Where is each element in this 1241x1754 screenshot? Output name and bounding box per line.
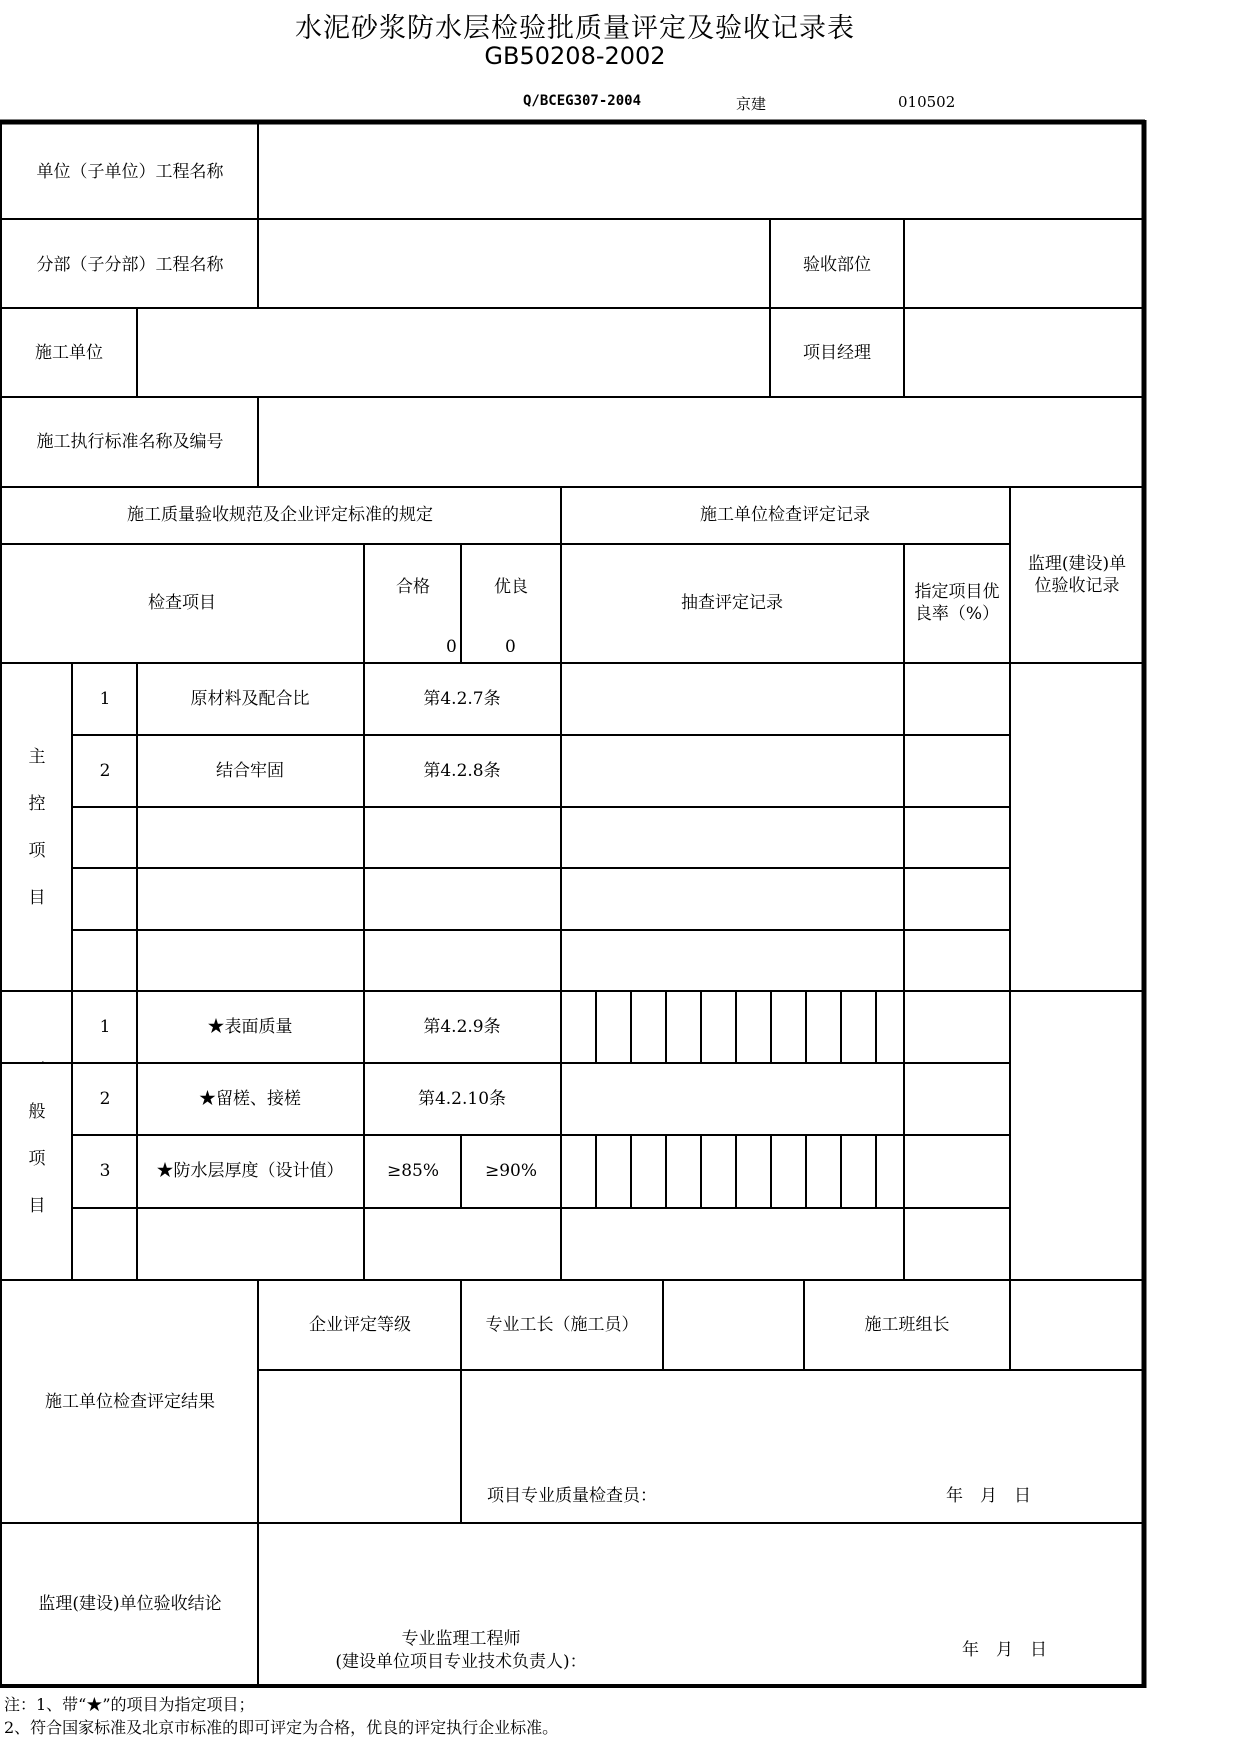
issuer: 京建 [736, 95, 767, 113]
spec-header: 施工质量验收规范及企业评定标准的规定 [127, 505, 433, 525]
item-clause: 第4.2.8条 [423, 761, 501, 781]
item-qualified-value: ≥85% [386, 1161, 440, 1181]
item-clause: 第4.2.7条 [423, 689, 501, 709]
enterprise-code: Q/BCEG307-2004 [523, 93, 642, 109]
excellent-count: 0 [505, 637, 516, 657]
supervision-date: 年 月 日 [962, 1640, 1047, 1660]
construction-unit-label: 施工单位 [35, 343, 103, 363]
item-name: 结合牢固 [216, 761, 284, 781]
item-name: ★留槎、接槎 [199, 1089, 301, 1109]
excellent-header: 优良 [494, 577, 528, 597]
item-number: 1 [99, 1017, 111, 1037]
standard-code: GB50208-2002 [484, 42, 666, 70]
item-clause: 第4.2.10条 [417, 1089, 507, 1109]
check-item-header: 检查项目 [148, 593, 216, 613]
standard-name-label: 施工执行标准名称及编号 [36, 432, 224, 452]
item-number: 2 [99, 1089, 111, 1109]
main-control-label-char: 主 [28, 747, 46, 767]
general-label-char: 项 [28, 1149, 46, 1169]
enterprise-grade-label: 企业评定等级 [309, 1315, 411, 1335]
item-number: 1 [99, 689, 111, 709]
main-control-label-char: 控 [28, 794, 46, 814]
qualified-count: 0 [446, 637, 457, 657]
item-name: ★防水层厚度（设计值） [156, 1161, 344, 1181]
general-label-char: 般 [28, 1102, 46, 1122]
item-name: 原材料及配合比 [190, 689, 310, 709]
inspector-date: 年 月 日 [946, 1486, 1031, 1506]
record-header: 施工单位检查评定记录 [700, 505, 870, 525]
team-leader-label: 施工班组长 [864, 1315, 950, 1335]
item-number: 2 [99, 761, 111, 781]
supervision-engineer-sub-label: (建设单位项目专业技术负责人)： [335, 1652, 587, 1672]
item-excellent-value: ≥90% [484, 1161, 538, 1181]
supervision-record-header: 监理(建设)单位验收记录 [1027, 554, 1127, 596]
inspection-result-label: 施工单位检查评定结果 [45, 1392, 215, 1412]
designated-rate-header: 指定项目优良率（%） [914, 582, 1000, 624]
note-line: 2、符合国家标准及北京市标准的即可评定为合格，优良的评定执行企业标准。 [4, 1718, 559, 1737]
note-line: 注：1、带“★”的项目为指定项目； [4, 1695, 255, 1714]
page-title: 水泥砂浆防水层检验批质量评定及验收记录表 [295, 13, 855, 44]
unit-project-name-label: 单位（子单位）工程名称 [36, 162, 224, 182]
foreman-label: 专业工长（施工员） [485, 1315, 639, 1335]
supervision-engineer-label: 专业监理工程师 [401, 1629, 521, 1649]
general-label-char: 一 [28, 1055, 46, 1075]
main-control-label-char: 项 [28, 841, 46, 861]
item-number: 3 [99, 1161, 111, 1181]
form-number: 010502 [898, 93, 956, 111]
quality-inspector-label: 项目专业质量检查员： [487, 1486, 657, 1506]
sub-project-name-label: 分部（子分部）工程名称 [36, 255, 224, 275]
item-name: ★表面质量 [207, 1017, 293, 1037]
project-manager-label: 项目经理 [803, 343, 871, 363]
acceptance-part-label: 验收部位 [803, 255, 871, 275]
supervision-conclusion-label: 监理(建设)单位验收结论 [38, 1594, 222, 1614]
qualified-header: 合格 [396, 577, 430, 597]
general-label-char: 目 [28, 1196, 46, 1216]
sample-record-header: 抽查评定记录 [681, 593, 783, 613]
main-control-label-char: 目 [28, 888, 46, 908]
item-clause: 第4.2.9条 [423, 1017, 501, 1037]
